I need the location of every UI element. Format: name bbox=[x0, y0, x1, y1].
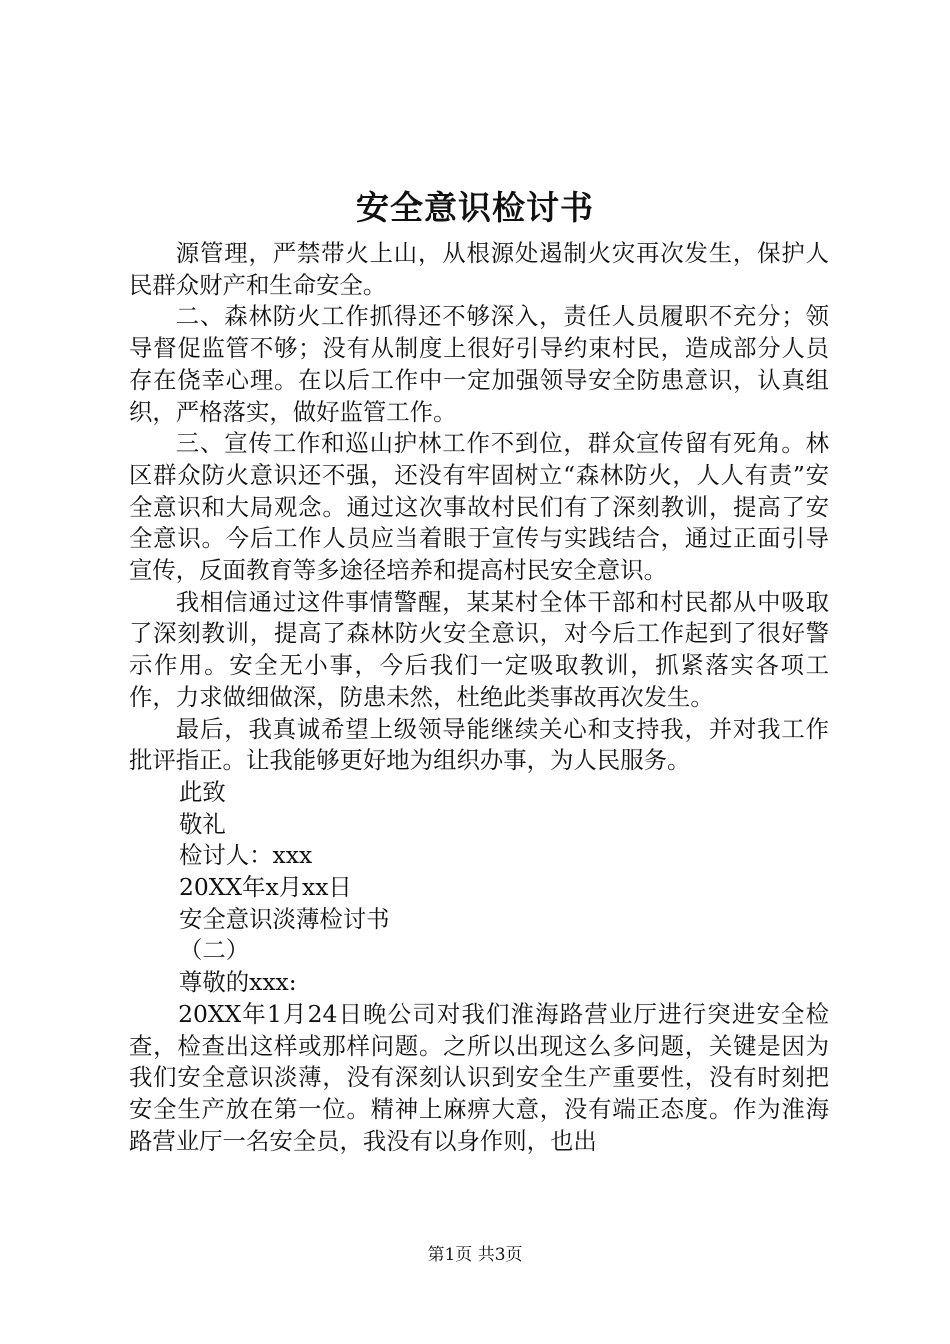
closing-line-2: 敬礼 bbox=[179, 809, 226, 838]
date-line: 20XX年x月xx日 bbox=[179, 873, 352, 902]
body-paragraph-4: 我相信通过这件事情警醒，某某村全体干部和村民都从中吸取了深刻教训，提高了森林防火安全意识，对今后工作起到了很好警示作用。安全无小事，今后我们一定吸取教训，抓紧落实各项工作，力求做细做深，防患未然，杜绝此类事故再次发生。 bbox=[129, 587, 829, 711]
page-footer: 第1页 共3页 bbox=[427, 1245, 523, 1265]
document-title: 安全意识检讨书 bbox=[356, 188, 594, 227]
closing-line-1: 此致 bbox=[179, 777, 226, 806]
document-body bbox=[129, 238, 829, 1157]
final-paragraph: 20XX年1月24日晚公司对我们淮海路营业厅进行突进安全检查，检查出这样或那样问题。之所以出现这么多问题，关键是因为我们安全意识淡薄，没有深刻认识到安全生产重要性，没有时刻把安全生产放在第一位。精神上麻痹大意，没有端正态度。作为淮海路营业厅一名安全员，我没有以身作则，也出 bbox=[129, 999, 829, 1155]
salutation-line: 尊敬的xxx: bbox=[179, 968, 297, 997]
second-document-title: 安全意识淡薄检讨书 bbox=[179, 904, 390, 933]
body-paragraph-2: 二、森林防火工作抓得还不够深入，责任人员履职不充分；领导督促监管不够；没有从制度上很好引导约束村民，造成部分人员存在侥幸心理。在以后工作中一定加强领导安全防患意识，认真组织，严格落实，做好监管工作。 bbox=[129, 302, 829, 426]
body-paragraph-1: 源管理，严禁带火上山，从根源处遏制火灾再次发生，保护人民群众财产和生命安全。 bbox=[129, 239, 829, 299]
body-paragraph-3: 三、宣传工作和巡山护林工作不到位，群众宣传留有死角。林区群众防火意识还不强，还没有牢固树立“森林防火，人人有责”安全意识和大局观念。通过这次事故村民们有了深刻教训，提高了安全意识。今后工作人员应当着眼于宣传与实践结合，通过正面引导宣传，反面教育等多途径培养和提高村民安全意识。 bbox=[129, 429, 829, 585]
second-document-number: （二） bbox=[179, 936, 250, 965]
signer-line: 检讨人：xxx bbox=[179, 841, 313, 870]
body-paragraph-5: 最后，我真诚希望上级领导能继续关心和支持我，并对我工作批评指正。让我能够更好地为组织办事，为人民服务。 bbox=[129, 714, 829, 775]
